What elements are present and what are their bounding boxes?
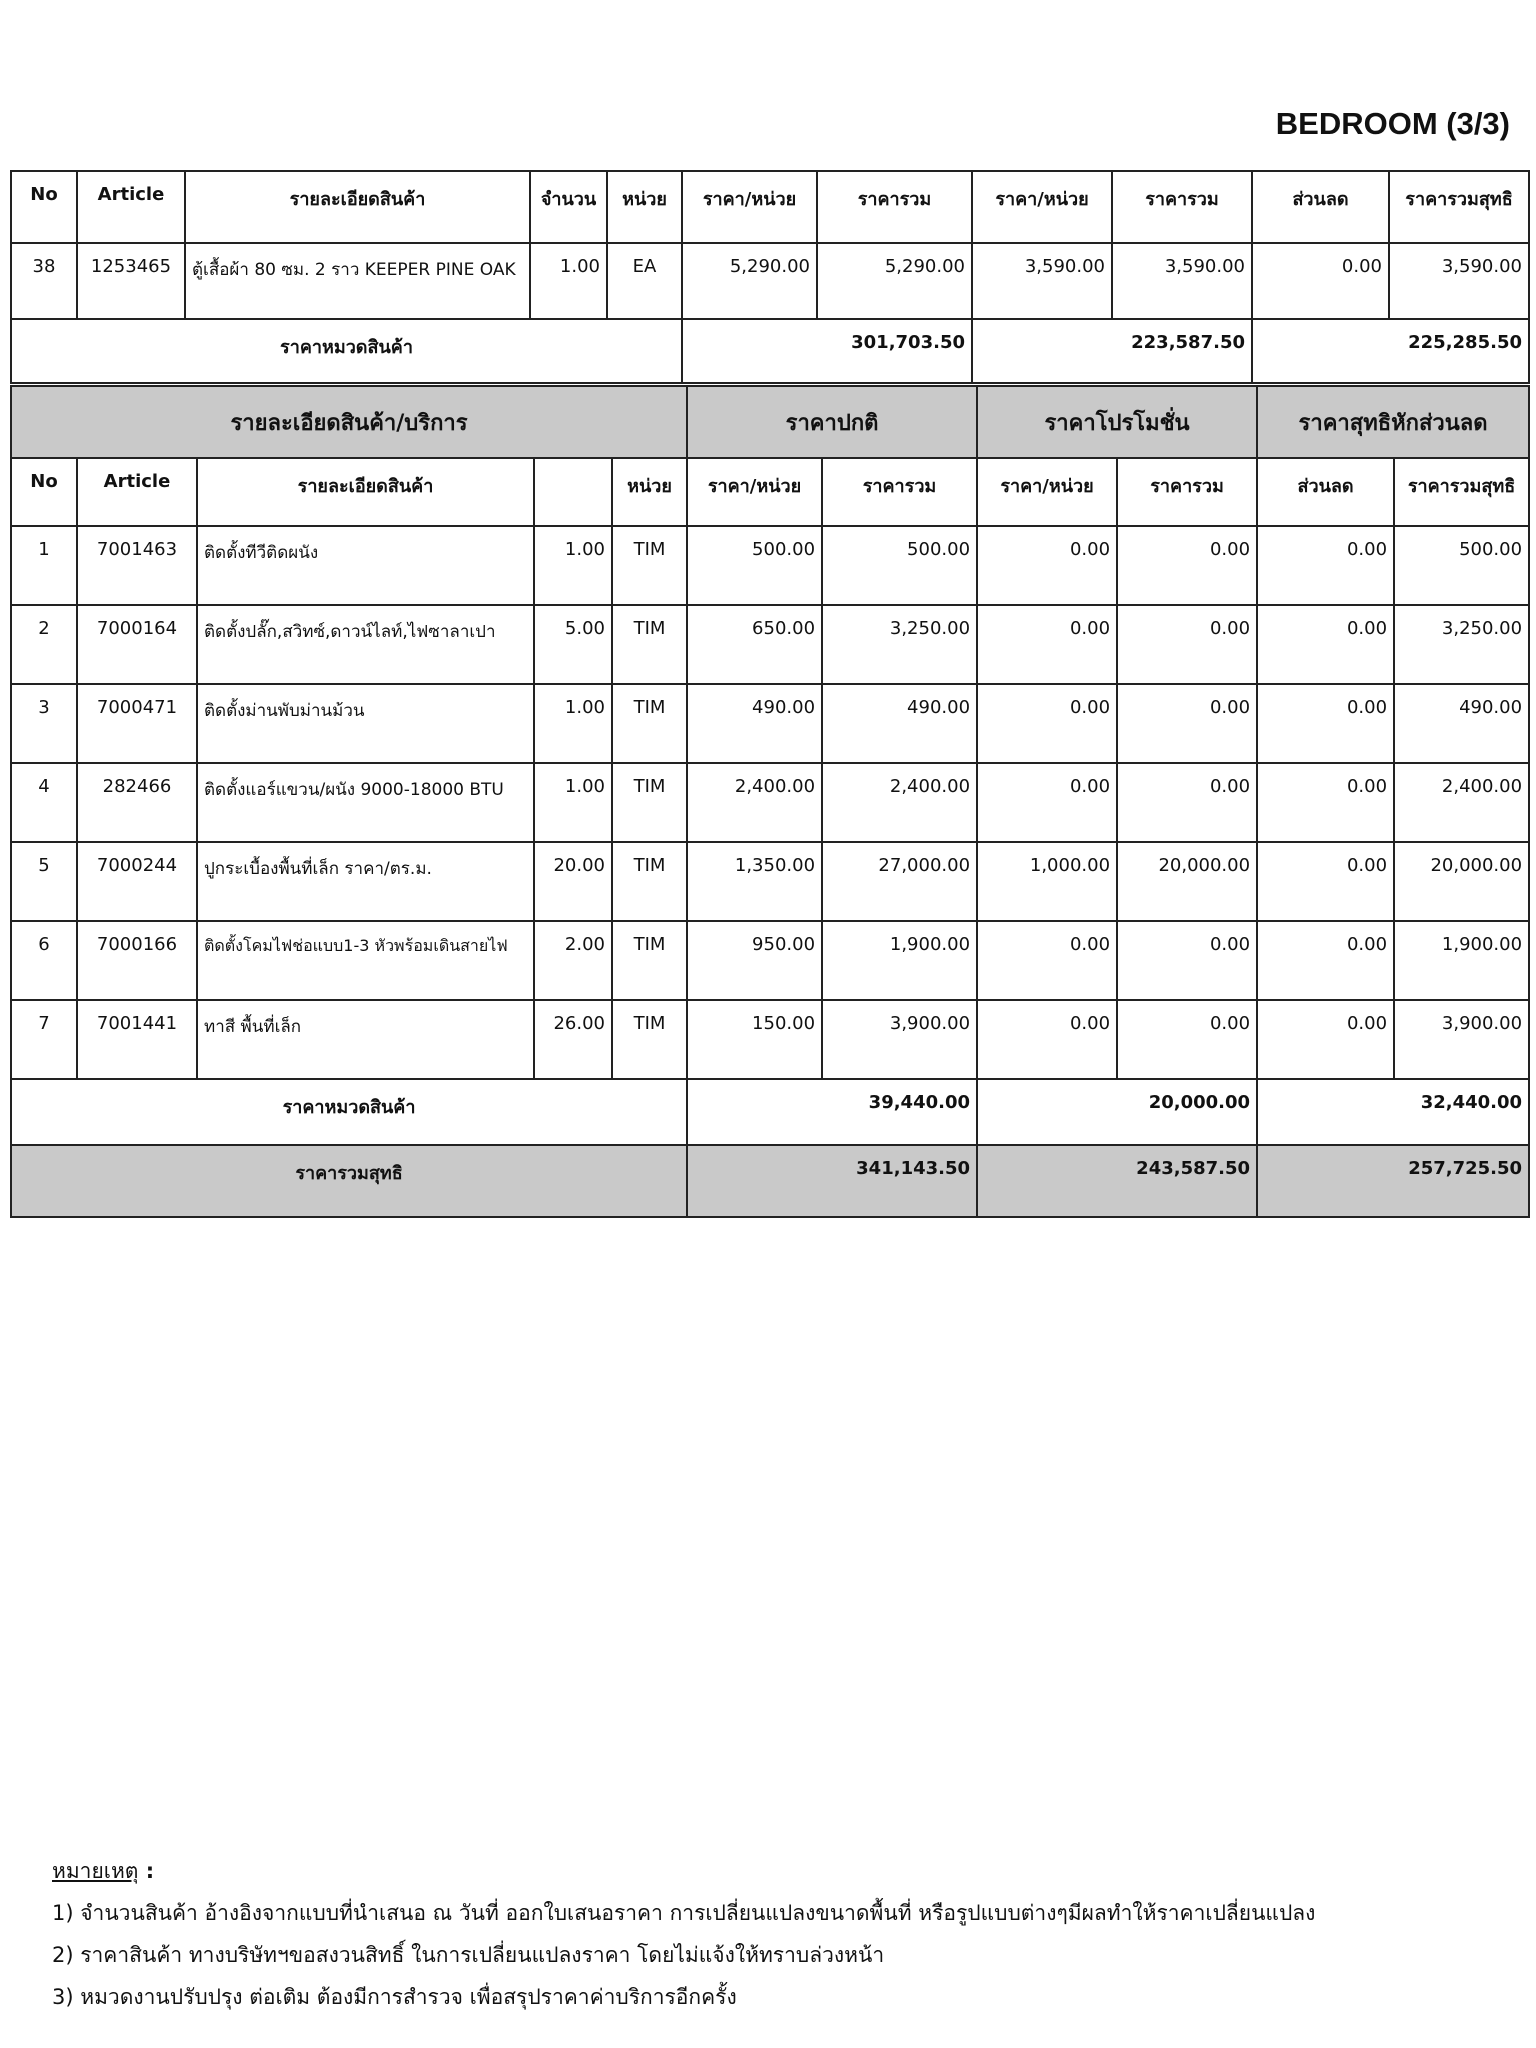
row-no: 4 (11, 763, 77, 842)
row-unit-price: 500.00 (687, 526, 822, 605)
row-unit-price: 650.00 (687, 605, 822, 684)
header-article: Article (77, 458, 197, 526)
grand-total-normal: 341,143.50 (687, 1145, 977, 1217)
row-qty: 1.00 (530, 243, 607, 319)
services-rows (11, 526, 1529, 1079)
row-discount: 0.00 (1252, 243, 1389, 319)
notes-heading (52, 1850, 1315, 1892)
row-qty: 20.00 (534, 842, 612, 921)
row-article: 7000164 (77, 605, 197, 684)
row-desc: ทาสี พื้นที่เล็ก (197, 1000, 534, 1079)
row-promo-unit-price: 3,590.00 (972, 243, 1112, 319)
row-no: 3 (11, 684, 77, 763)
header-net-total: ราคารวมสุทธิ (1389, 171, 1529, 243)
row-promo-unit-price: 0.00 (977, 526, 1117, 605)
services-subtotal-net: 32,440.00 (1257, 1079, 1529, 1145)
header-promo-unit-price: ราคา/หน่วย (972, 171, 1112, 243)
header-desc: รายละเอียดสินค้า (197, 458, 534, 526)
row-promo-total: 0.00 (1117, 763, 1257, 842)
row-total: 27,000.00 (822, 842, 977, 921)
header-unit-price: ราคา/หน่วย (682, 171, 817, 243)
table-row (11, 605, 1529, 684)
row-total: 1,900.00 (822, 921, 977, 1000)
row-discount: 0.00 (1257, 1000, 1394, 1079)
row-total: 5,290.00 (817, 243, 972, 319)
table-row (11, 763, 1529, 842)
section-net-price: ราคาสุทธิหักส่วนลด (1257, 386, 1529, 458)
header-discount: ส่วนลด (1257, 458, 1394, 526)
row-qty: 2.00 (534, 921, 612, 1000)
table-row (11, 921, 1529, 1000)
row-promo-total: 0.00 (1117, 605, 1257, 684)
header-article: Article (77, 171, 185, 243)
row-desc: ตู้เสื้อผ้า 80 ซม. 2 ราว KEEPER PINE OAK (185, 243, 530, 319)
row-unit-price: 2,400.00 (687, 763, 822, 842)
row-total: 490.00 (822, 684, 977, 763)
row-promo-total: 0.00 (1117, 921, 1257, 1000)
page-title: BEDROOM (3/3) (1275, 106, 1510, 141)
row-net-total: 2,400.00 (1394, 763, 1529, 842)
row-net-total: 500.00 (1394, 526, 1529, 605)
row-no: 2 (11, 605, 77, 684)
row-unit-price: 950.00 (687, 921, 822, 1000)
row-discount: 0.00 (1257, 921, 1394, 1000)
row-no: 7 (11, 1000, 77, 1079)
row-desc: ติดตั้งแอร์แขวน/ผนัง 9000-18000 BTU (197, 763, 534, 842)
row-unit: TIM (612, 921, 687, 1000)
row-no: 38 (11, 243, 77, 319)
row-desc: ติดตั้งปลั๊ก,สวิทซ์,ดาวน์ไลท์,ไฟซาลาเปา (197, 605, 534, 684)
row-desc: ติดตั้งทีวีติดผนัง (197, 526, 534, 605)
products-table (10, 170, 1530, 384)
header-promo-total: ราคารวม (1117, 458, 1257, 526)
header-qty-blank (534, 458, 612, 526)
grand-total-net: 257,725.50 (1257, 1145, 1529, 1217)
row-promo-total: 0.00 (1117, 526, 1257, 605)
note-item: 2) ราคาสินค้า ทางบริษัทฯขอสงวนสิทธิ์ ในการเปลี่ยนแปลงราคา โดยไม่แจ้งให้ทราบล่วงหน้า (52, 1943, 885, 1967)
row-article: 7001441 (77, 1000, 197, 1079)
row-unit-price: 5,290.00 (682, 243, 817, 319)
services-subtotal-normal: 39,440.00 (687, 1079, 977, 1145)
row-promo-total: 20,000.00 (1117, 842, 1257, 921)
row-no: 5 (11, 842, 77, 921)
services-subtotal-row (11, 1079, 1529, 1145)
table-row (11, 526, 1529, 605)
grand-total-row (11, 1145, 1529, 1217)
header-promo-unit-price: ราคา/หน่วย (977, 458, 1117, 526)
row-promo-unit-price: 0.00 (977, 921, 1117, 1000)
row-unit-price: 150.00 (687, 1000, 822, 1079)
row-qty: 1.00 (534, 684, 612, 763)
row-promo-total: 0.00 (1117, 1000, 1257, 1079)
grand-total-promo: 243,587.50 (977, 1145, 1257, 1217)
table-row (11, 243, 1529, 319)
notes-title: หมายเหตุ (52, 1859, 139, 1883)
row-article: 7001463 (77, 526, 197, 605)
row-unit: TIM (612, 763, 687, 842)
row-qty: 5.00 (534, 605, 612, 684)
row-article: 1253465 (77, 243, 185, 319)
row-unit: TIM (612, 842, 687, 921)
header-unit: หน่วย (607, 171, 682, 243)
header-promo-total: ราคารวม (1112, 171, 1252, 243)
row-article: 7000166 (77, 921, 197, 1000)
row-promo-unit-price: 0.00 (977, 605, 1117, 684)
row-total: 2,400.00 (822, 763, 977, 842)
row-promo-unit-price: 0.00 (977, 763, 1117, 842)
row-net-total: 3,900.00 (1394, 1000, 1529, 1079)
row-unit-price: 1,350.00 (687, 842, 822, 921)
row-unit: TIM (612, 1000, 687, 1079)
note-item: 3) หมวดงานปรับปรุง ต่อเติม ต้องมีการสำรวจ เพื่อสรุปราคาค่าบริการอีกครั้ง (52, 1985, 737, 2009)
row-promo-unit-price: 0.00 (977, 684, 1117, 763)
row-article: 282466 (77, 763, 197, 842)
row-no: 1 (11, 526, 77, 605)
row-discount: 0.00 (1257, 684, 1394, 763)
products-subtotal-normal: 301,703.50 (682, 319, 972, 383)
row-net-total: 1,900.00 (1394, 921, 1529, 1000)
notes-section (52, 1850, 1315, 2018)
row-desc: ปูกระเบื้องพื้นที่เล็ก ราคา/ตร.ม. (197, 842, 534, 921)
header-discount: ส่วนลด (1252, 171, 1389, 243)
header-net-total: ราคารวมสุทธิ (1394, 458, 1529, 526)
row-unit: TIM (612, 605, 687, 684)
header-unit-price: ราคา/หน่วย (687, 458, 822, 526)
row-net-total: 3,590.00 (1389, 243, 1529, 319)
header-unit: หน่วย (612, 458, 687, 526)
section-normal-price: ราคาปกติ (687, 386, 977, 458)
table-row (11, 684, 1529, 763)
row-promo-total: 3,590.00 (1112, 243, 1252, 319)
table-row (11, 842, 1529, 921)
row-unit-price: 490.00 (687, 684, 822, 763)
row-net-total: 490.00 (1394, 684, 1529, 763)
grand-total-label: ราคารวมสุทธิ (11, 1145, 687, 1217)
row-article: 7000471 (77, 684, 197, 763)
services-table (10, 385, 1530, 1218)
products-subtotal-promo: 223,587.50 (972, 319, 1252, 383)
row-total: 500.00 (822, 526, 977, 605)
header-total: ราคารวม (822, 458, 977, 526)
row-promo-unit-price: 1,000.00 (977, 842, 1117, 921)
services-section-row (11, 386, 1529, 458)
section-desc: รายละเอียดสินค้า/บริการ (11, 386, 687, 458)
row-discount: 0.00 (1257, 526, 1394, 605)
row-desc: ติดตั้งโคมไฟช่อแบบ1-3 หัวพร้อมเดินสายไฟ (197, 921, 534, 1000)
header-total: ราคารวม (817, 171, 972, 243)
header-qty: จำนวน (530, 171, 607, 243)
row-net-total: 3,250.00 (1394, 605, 1529, 684)
row-discount: 0.00 (1257, 842, 1394, 921)
services-subtotal-label: ราคาหมวดสินค้า (11, 1079, 687, 1145)
section-promo-price: ราคาโปรโมชั่น (977, 386, 1257, 458)
notes-colon: : (138, 1859, 155, 1883)
table-row (11, 1000, 1529, 1079)
row-total: 3,250.00 (822, 605, 977, 684)
products-subtotal-row (11, 319, 1529, 383)
row-promo-unit-price: 0.00 (977, 1000, 1117, 1079)
row-net-total: 20,000.00 (1394, 842, 1529, 921)
services-subtotal-promo: 20,000.00 (977, 1079, 1257, 1145)
products-subtotal-label: ราคาหมวดสินค้า (11, 319, 682, 383)
row-no: 6 (11, 921, 77, 1000)
header-no: No (11, 171, 77, 243)
note-item: 1) จำนวนสินค้า อ้างอิงจากแบบที่นำเสนอ ณ วันที่ ออกใบเสนอราคา การเปลี่ยนแปลงขนาดพื้นที่ หรือรูปแบบต่างๆมีผลทำให้ราคาเปลี่ยนแปลง (52, 1901, 1316, 1925)
products-header-row (11, 171, 1529, 243)
row-discount: 0.00 (1257, 763, 1394, 842)
row-qty: 26.00 (534, 1000, 612, 1079)
row-qty: 1.00 (534, 763, 612, 842)
row-article: 7000244 (77, 842, 197, 921)
row-unit: TIM (612, 526, 687, 605)
row-unit: TIM (612, 684, 687, 763)
row-discount: 0.00 (1257, 605, 1394, 684)
row-qty: 1.00 (534, 526, 612, 605)
services-header-row (11, 458, 1529, 526)
row-unit: EA (607, 243, 682, 319)
row-promo-total: 0.00 (1117, 684, 1257, 763)
products-subtotal-net: 225,285.50 (1252, 319, 1529, 383)
row-desc: ติดตั้งม่านพับม่านม้วน (197, 684, 534, 763)
header-no: No (11, 458, 77, 526)
row-total: 3,900.00 (822, 1000, 977, 1079)
header-desc: รายละเอียดสินค้า (185, 171, 530, 243)
